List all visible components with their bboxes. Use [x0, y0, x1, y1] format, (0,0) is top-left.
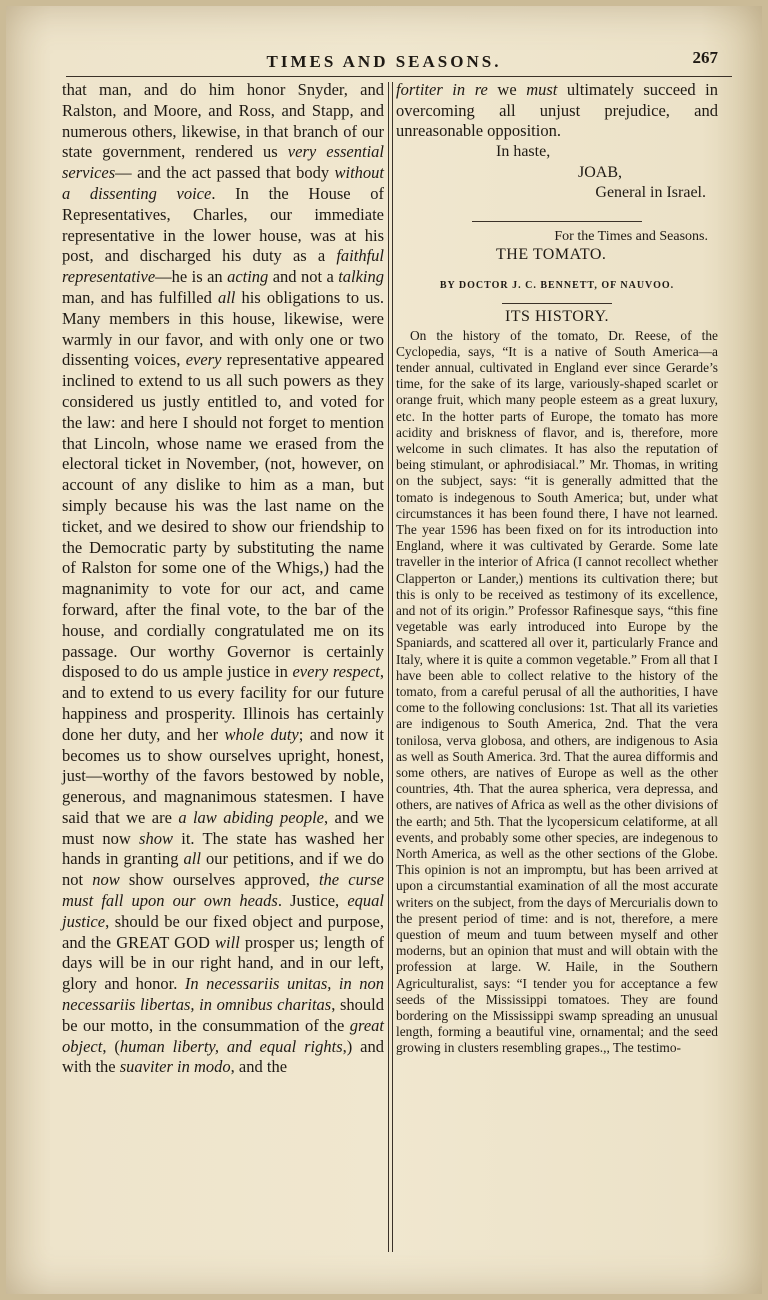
italic-run: every respect: [292, 662, 380, 682]
italic-run: faithful representative: [62, 246, 384, 287]
italic-run: show: [139, 828, 173, 848]
byline-rule: [502, 303, 612, 304]
italic-run: human liberty, and equal rights: [119, 1036, 343, 1056]
text-run: that man, and do him honor Snyder, and Ralston, and Moore, and Ross, and Stapp, and numerous others, likewise, in that branch of our state government, rendered us: [62, 80, 384, 162]
article-title: THE TOMATO.: [496, 245, 607, 263]
text-run: , (: [102, 1036, 120, 1056]
text-run: , and the: [230, 1057, 288, 1077]
section-divider: [472, 221, 642, 222]
italic-run: the curse must fall upon our own heads: [62, 870, 385, 911]
italic-run: great object: [62, 1015, 384, 1056]
text-run: prosper us; length of days will be in our right hand, and in our left, glory and honor.: [62, 932, 384, 994]
italic-run: must: [526, 80, 558, 99]
italic-run: a law abiding people: [178, 807, 324, 827]
page-number: 267: [692, 48, 718, 67]
signature-title: General in Israel.: [595, 183, 706, 201]
text-run: , and to extend to us every facility for our future happiness and prosperity. Illinois has certainly done her duty, and her: [62, 662, 385, 744]
text-run: show ourselves approved,: [119, 870, 319, 890]
letter-closing: [396, 142, 718, 203]
italic-run: acting: [227, 267, 269, 287]
text-run: . Justice,: [277, 891, 348, 911]
text-run: ,) and with the: [62, 1036, 384, 1077]
text-run: representative appeared inclined to extend to us all such powers as they considered us justly entitled to, and voted for the law: and here I should not forget to mention that Lincoln, whose name we erased from the electoral ticket in November, (not, however, on account of any dislike to him as a man, but simply because his was the last name on the ticket, and we desired to show our friendship to the Democratic party by substituting the name of Ralston for some one of the Whigs,) had the magnanimity to vote for our act, and came forward, after the final vote, to the bar of the house, and cordially congratulated me on its passage. Our worthy Governor is certainly disposed to do us ample justice in: [62, 350, 384, 682]
text-run: ultimately succeed in overcoming all unjust prejudice, and unreasonable opposition.: [396, 80, 718, 140]
italic-run: very essential services: [62, 142, 384, 183]
text-run: , should be our fixed object and purpose, and the GREAT GOD: [62, 911, 384, 952]
article-byline: BY DOCTOR J. C. BENNETT, OF NAUVOO.: [439, 279, 675, 291]
text-run: ; and now it becomes us to show ourselves upright, honest, just—worthy of the favors bestowed by noble, generous, and magnanimous statesmen. I have said that we are: [62, 724, 385, 827]
italic-run: talking: [338, 267, 385, 287]
text-run: his obligations to us. Many members in this house, likewise, were warmly in our favor, and with only one or two dissenting voices,: [62, 287, 384, 370]
left-column: [62, 80, 384, 1078]
italic-run: without a dissenting voice: [62, 163, 384, 203]
text-run: it. The state has washed her hands in granting: [62, 828, 384, 869]
department-line: For the Times and Seasons.: [554, 228, 708, 244]
italic-run: all: [183, 849, 201, 869]
closing-line: In haste,: [496, 142, 551, 160]
italic-run: equal justice: [62, 891, 384, 931]
italic-run: every: [185, 350, 222, 370]
header-rule: [66, 76, 732, 77]
letter-continuation: [396, 80, 718, 142]
text-run: our petitions, and if we do not: [62, 849, 384, 890]
text-run: and not a: [268, 267, 339, 287]
text-run: — and the act passed that body: [115, 163, 335, 183]
text-run: we: [487, 80, 527, 99]
text-run: man, and has fulfilled: [62, 287, 218, 307]
italic-run: fortiter in re: [396, 80, 488, 99]
italic-run: suaviter in modo: [119, 1057, 231, 1077]
italic-run: In necessariis unitas, in non necessariis libertas, in omnibus charitas: [62, 974, 384, 1015]
running-title: TIMES AND SEASONS.: [266, 52, 502, 71]
article-body: On the history of the tomato, Dr. Reese, of the Cyclopedia, says, “It is a native of South America—a tender annual, cultivated in England ever since Gerarde’s time, for the sake of its large, variously-shaped scarlet or orange fruit, which many people esteem as a great luxury, etc. In the hotter parts of Europe, the tomato has more acidity and briskness of flavor, and is, therefore, more welcome in such climates. It has also the reputation of being stimulant, or aphrodisiacal.” Mr. Thomas, in writing on the subject, says: “it is generally admitted that the tomato is indegenous to South America; but, under what circumstances it has been found there, I have not learned. The year 1596 has been fixed on for its introduction into England, where it was cultivated by Gerarde. Some late traveller in the interior of Africa (I cannot recollect whether Clapperton or Lander,) mentions its cultivation there; but this is only to be received as testimony of its excellence, and not of its origin.” Professor Rafinesque says, “this fine vegetable was early introduced into Europe by the Spaniards, and scattered all over it, particularly France and Italy, where it is quite a common vegetable.” From all that I have been able to collect relative to the history of the tomato, from a careful perusal of all the authorities, I have come to the following conclusions: 1st. That all its varieties are indigenous to South America, 2nd. That the vera tonilosa, verva globosa, and others, are indigenous to Asia as well as South America. 3rd. That the aurea difformis and some others, are natives of Europe as well as the other countries, 4th. That the aurea spherica, vera depressa, and others, are natives of Africa as well as the other divisions of the earth; and 5th. That the lycopersicum celatiforme, at all events, and probably some other species, are indegenous to North America, as well as the other sections of the Globe. This opinion is not an impromptu, but has been arrived at upon a circumstantial examination of all the most accurate writers on the subject, from the days of Mercurialis down to the present period of time: and is not, therefore, a mere question of meum and tuum between myself and other moderns, but an opinion that must and will obtain with the profession at large. W. Haile, in the Southern Agriculturalist, says: “I tender you for acceptance a few seeds of the Mississippi tomatoes. They are found bordering on the Mississippi swamp spreading an unusual length, forming a beautiful vine, ornamental; and the seed growing in clusters resembling grapes.,, The testimo-: [396, 327, 718, 1056]
text-run: . In the House of Representatives, Charles, our immediate representative in the lower house, was at his post, and discharged his duty as a: [62, 183, 384, 266]
italic-run: now: [92, 870, 120, 890]
signature-name: JOAB,: [577, 163, 622, 181]
newspaper-page: [6, 6, 762, 1294]
italic-run: all: [217, 287, 236, 307]
page-header: [6, 46, 762, 76]
right-column: [396, 80, 718, 1057]
text-run: —he is an: [155, 267, 228, 287]
section-heading: ITS HISTORY.: [504, 307, 610, 325]
italic-run: whole duty: [224, 724, 299, 744]
italic-run: will: [215, 932, 240, 952]
column-divider: [388, 82, 393, 1252]
text-run: , and we must now: [62, 807, 384, 848]
text-run: , should be our motto, in the consummation of the: [62, 995, 384, 1035]
left-column-text: [62, 80, 384, 1078]
